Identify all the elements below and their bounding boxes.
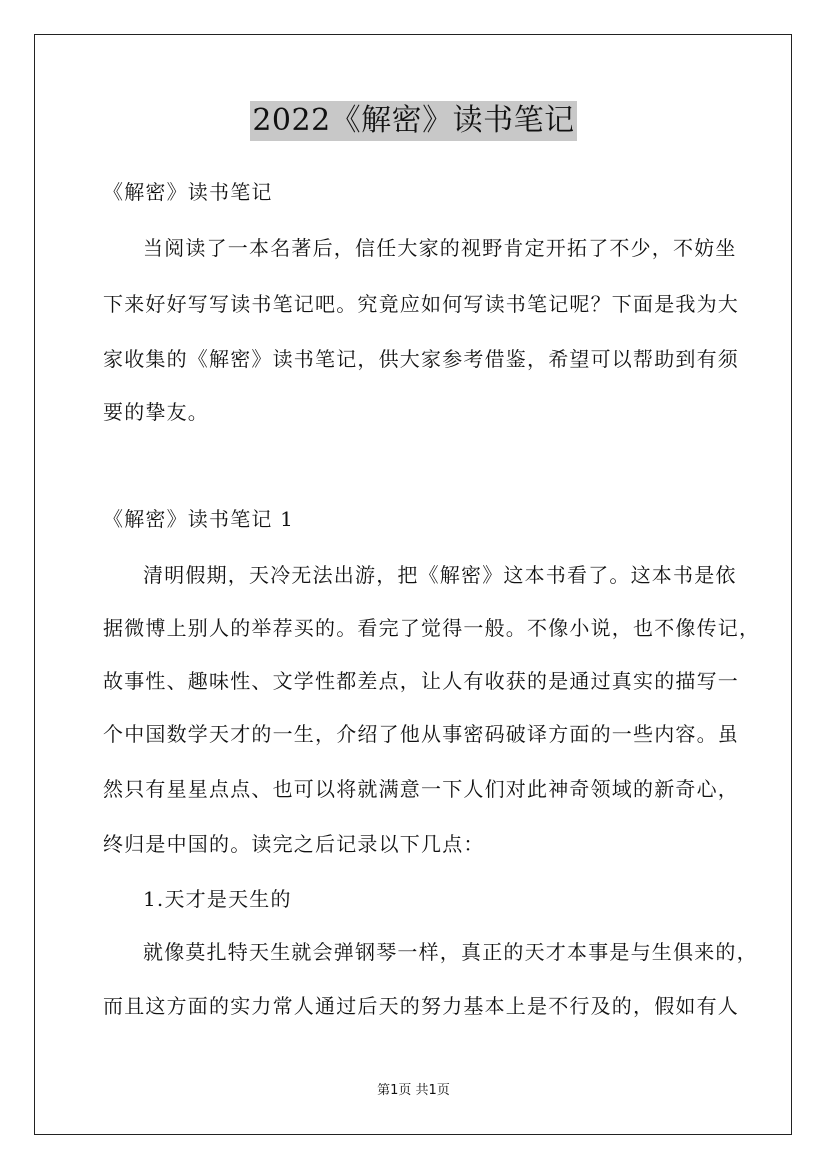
list-item-heading: 1.天才是天生的 [143,887,292,911]
page-footer: 第1页 共1页 [377,1083,450,1098]
paragraph-line: 而且这方面的实力常人通过后天的努力基本上是不行及的，假如有人 [103,994,739,1018]
paragraph-line: 下来好好写写读书笔记吧。究竟应如何写读书笔记呢？下面是我为大 [103,292,739,316]
paragraph-line: 据微博上别人的举荐买的。看完了觉得一般。不像小说，也不像传记， [103,616,761,640]
paragraph-line: 清明假期，天冷无法出游，把《解密》这本书看了。这本书是依 [143,563,737,587]
section-heading-intro: 《解密》读书笔记 [103,180,273,204]
paragraph-line: 要的挚友。 [103,400,209,424]
paragraph-line: 当阅读了一本名著后，信任大家的视野肯定开拓了不少，不妨坐 [143,236,737,260]
document-title: 2022《解密》读书笔记 [250,101,576,141]
paragraph-line: 故事性、趣味性、文学性都差点，让人有收获的是通过真实的描写一 [103,669,739,693]
paragraph-line: 个中国数学天才的一生，介绍了他从事密码破译方面的一些内容。虽 [103,722,739,746]
paragraph-line: 终归是中国的。读完之后记录以下几点： [103,832,485,856]
title-wrap [0,101,827,141]
section-heading-1: 《解密》读书笔记 1 [103,507,295,531]
paragraph-line: 家收集的《解密》读书笔记，供大家参考借鉴，希望可以帮助到有须 [103,347,739,371]
paragraph-line: 然只有星星点点、也可以将就满意一下人们对此神奇领域的新奇心， [103,777,739,801]
paragraph-line: 就像莫扎特天生就会弹钢琴一样，真正的天才本事是与生俱来的， [143,940,758,964]
